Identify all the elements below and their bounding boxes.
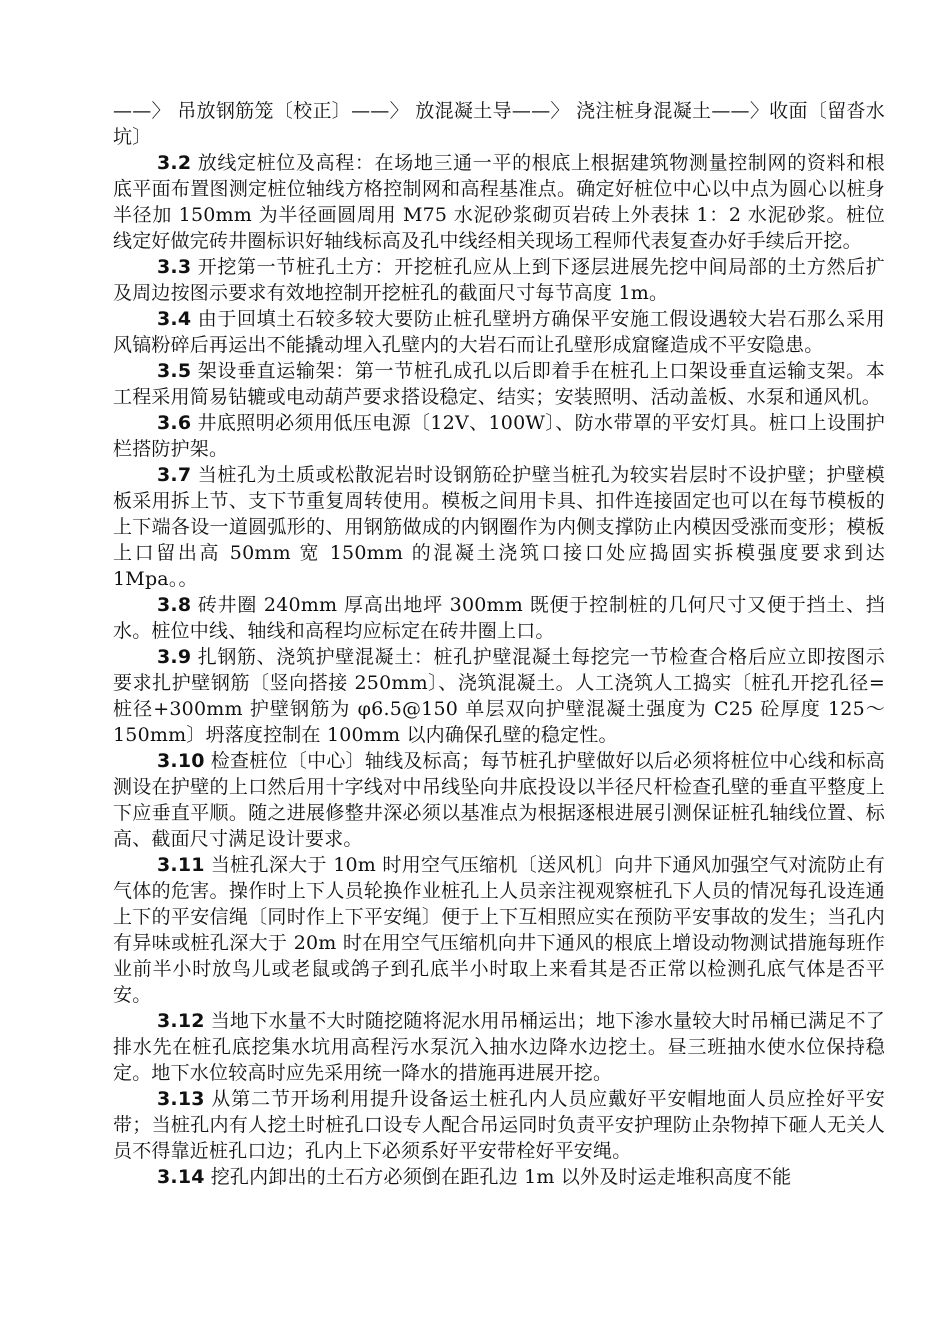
section-3-3: [113, 254, 885, 306]
section-number: 3.4: [157, 308, 192, 330]
section-text: 从第二节开场利用提升设备运土桩孔内人员应戴好平安帽地面人员应拴好平安带；当桩孔内有人挖土时桩孔口设专人配合吊运同时负责平安护理防止杂物掉下砸人无关人员不得靠近桩孔口边；孔内上下必须系好平安带栓好平安绳。: [113, 1088, 885, 1162]
section-number: 3.9: [157, 646, 192, 668]
section-text: 当桩孔为土质或松散泥岩时设钢筋砼护壁当桩孔为较实岩层时不设护壁；护壁模板采用拆上节、支下节重复周转使用。模板之间用卡具、扣件连接固定也可以在每节模板的上下端各设一道圆弧形的、用钢筋做成的内钢圈作为内侧支撑防止内模因受涨而变形；模板上口留出高 50mm 宽 150mm 的混凝土浇筑口接口处应捣固实拆模强度要求到达 1Mpa。。: [113, 464, 885, 590]
section-text: 放线定桩位及高程：在场地三通一平的根底上根据建筑物测量控制网的资料和根底平面布置图测定桩位轴线方格控制网和高程基准点。确定好桩位中心以中点为圆心以桩身半径加 150mm 为半径画圆周用 M75 水泥砂浆砌页岩砖上外表抹 1：2 水泥砂浆。桩位线定好做完砖井圈标识好轴线标高及孔中线经相关现场工程师代表复查办好手续后开挖。: [113, 152, 885, 252]
section-text: 当桩孔深大于 10m 时用空气压缩机〔送风机〕向井下通风加强空气对流防止有气体的危害。操作时上下人员轮换作业桩孔上人员亲注视观察桩孔下人员的情况每孔设连通上下的平安信绳〔同时作上下平安绳〕便于上下互相照应实在预防平安事故的发生；当孔内有异味或桩孔深大于 20m 时在用空气压缩机向井下通风的根底上增设动物测试措施每班作业前半小时放鸟儿或老鼠或鸽子到孔底半小时取上来看其是否正常以检测孔底气体是否平安。: [113, 854, 885, 1006]
section-number: 3.8: [157, 594, 192, 616]
section-text: 开挖第一节桩孔土方：开挖桩孔应从上到下逐层进展先挖中间局部的土方然后扩及周边按图示要求有效地控制开挖桩孔的截面尺寸每节高度 1m。: [113, 256, 885, 304]
section-number: 3.11: [157, 854, 205, 876]
section-3-4: [113, 306, 885, 358]
document-page: [113, 98, 885, 1190]
section-number: 3.10: [157, 750, 205, 772]
section-3-10: [113, 748, 885, 852]
intro-line: ——〉 吊放钢筋笼〔校正〕——〉 放混凝土导——〉 浇注桩身混凝土——〉收面〔留沓水坑〕: [113, 100, 885, 148]
section-text: 当地下水量不大时随挖随将泥水用吊桶运出；地下渗水量较大时吊桶已满足不了排水先在桩孔底挖集水坑用高程污水泵沉入抽水边降水边挖土。昼三班抽水使水位保持稳定。地下水位较高时应先采用统一降水的措施再进展开挖。: [113, 1010, 885, 1084]
section-3-12: [113, 1008, 885, 1086]
section-text: 井底照明必须用低压电源〔12V、100W〕、防水带罩的平安灯具。桩口上设围护栏搭防护架。: [113, 412, 885, 460]
section-3-7: [113, 462, 885, 592]
section-number: 3.3: [157, 256, 192, 278]
section-3-8: [113, 592, 885, 644]
section-text: 检查桩位〔中心〕轴线及标高；每节桩孔护壁做好以后必须将桩位中心线和标高测设在护壁的上口然后用十字线对中吊线坠向井底投设以半径尺杆检查孔壁的垂直平整度上下应垂直平顺。随之进展修整井深必须以基准点为根据逐根进展引测保证桩孔轴线位置、标高、截面尺寸满足设计要求。: [113, 750, 885, 850]
section-3-14: [113, 1164, 885, 1190]
section-number: 3.13: [157, 1088, 205, 1110]
section-text: 架设垂直运输架：第一节桩孔成孔以后即着手在桩孔上口架设垂直运输支架。本工程采用简易钻辘或电动葫芦要求搭设稳定、结实；安装照明、活动盖板、水泵和通风机。: [113, 360, 885, 408]
section-3-13: [113, 1086, 885, 1164]
section-3-9: [113, 644, 885, 748]
section-text: 挖孔内卸出的土石方必须倒在距孔边 1m 以外及时运走堆积高度不能: [210, 1166, 792, 1188]
section-text: 由于回填土石较多较大要防止桩孔壁坍方确保平安施工假设遇较大岩石那么采用风镐粉碎后再运出不能撬动埋入孔壁内的大岩石而让孔壁形成窟窿造成不平安隐患。: [113, 308, 885, 356]
section-3-5: [113, 358, 885, 410]
section-number: 3.6: [157, 412, 192, 434]
section-number: 3.7: [157, 464, 192, 486]
section-number: 3.14: [157, 1166, 205, 1188]
section-text: 砖井圈 240mm 厚高出地坪 300mm 既便于控制桩的几何尺寸又便于挡土、挡水。桩位中线、轴线和高程均应标定在砖井圈上口。: [113, 594, 885, 642]
section-3-11: [113, 852, 885, 1008]
section-3-2: [113, 150, 885, 254]
section-number: 3.12: [157, 1010, 205, 1032]
section-text: 扎钢筋、浇筑护壁混凝土：桩孔护壁混凝土每挖完一节检查合格后应立即按图示要求扎护壁钢筋〔竖向搭接 250mm〕、浇筑混凝土。人工浇筑人工捣实〔桩孔开挖孔径=桩径+300mm 护壁钢筋为 φ6.5@150 单层双向护壁混凝土强度为 C25 砼厚度 125～150mm〕坍落度控制在 100mm 以内确保孔壁的稳定性。: [113, 646, 885, 746]
section-3-6: [113, 410, 885, 462]
section-number: 3.5: [157, 360, 192, 382]
section-number: 3.2: [157, 152, 192, 174]
